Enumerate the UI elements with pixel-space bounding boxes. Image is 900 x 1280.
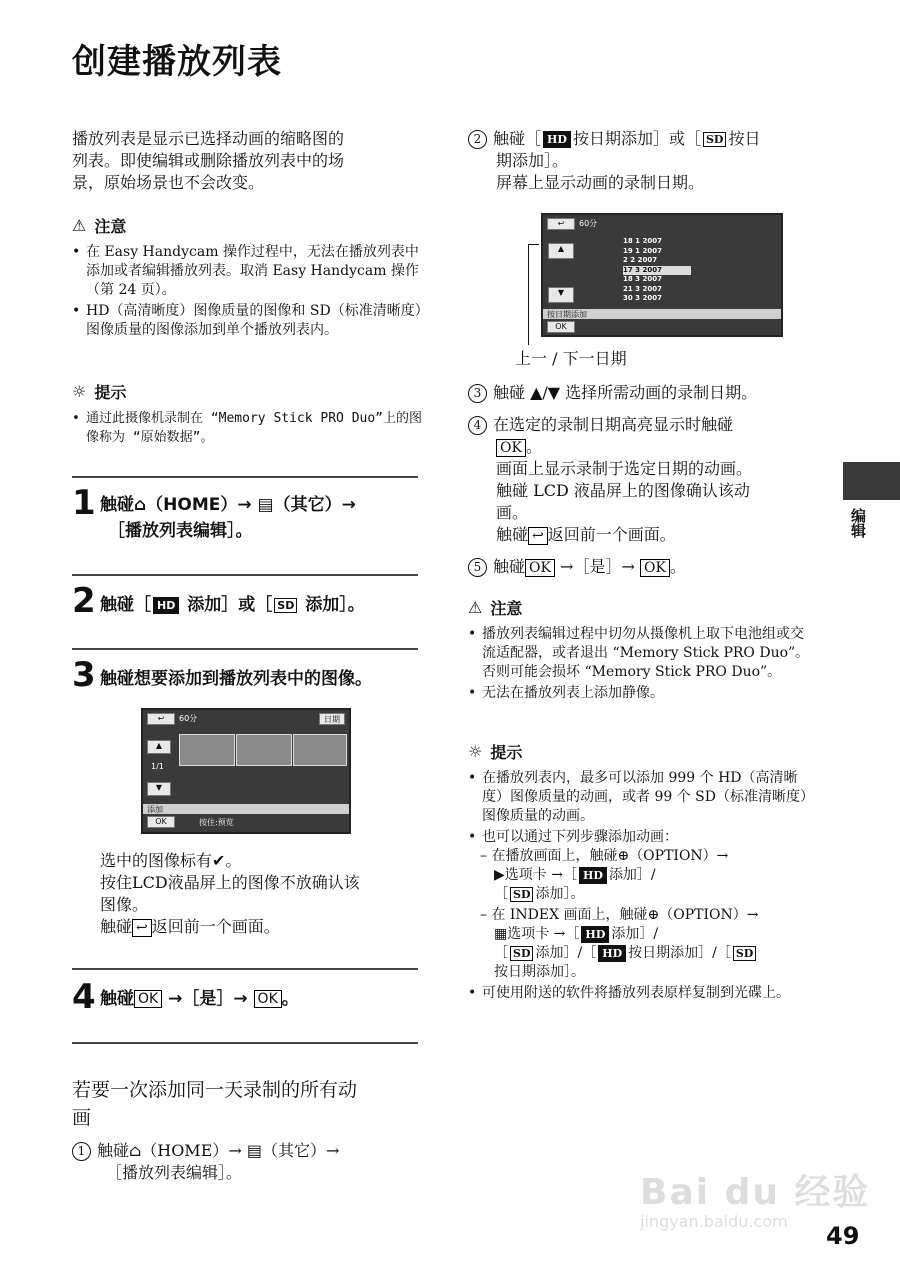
tip-text: （OPTION）→: [629, 848, 729, 864]
ok-button[interactable]: OK: [547, 321, 575, 333]
step-number: 2: [72, 581, 96, 621]
sd-icon: SD: [510, 946, 533, 961]
step-text: 触碰［: [100, 595, 151, 615]
intro-line: 景，原始场景也不会改变。: [72, 173, 265, 192]
circled-number: 2: [468, 130, 487, 149]
thumbnail[interactable]: [179, 734, 235, 766]
sd-icon: SD: [703, 132, 726, 147]
tip-text: 选项卡 →［: [507, 926, 580, 942]
step-text: 触碰 ▲/▼ 选择所需动画的录制日期。: [493, 383, 758, 402]
step-text: 触碰: [100, 495, 134, 515]
step-4-text: [100, 986, 420, 1012]
play-tab-icon: ▶: [494, 867, 505, 883]
ok-icon: OK: [640, 559, 670, 577]
ok-icon: OK: [496, 439, 526, 457]
step-text: →［是］→: [560, 557, 635, 576]
intro-paragraph: [72, 128, 422, 194]
note-section: [72, 214, 422, 340]
divider: [72, 476, 418, 478]
tip-item: • 也可以通过下列步骤添加动画：: [468, 828, 818, 847]
step-number: 4: [72, 977, 96, 1017]
step-number: 1: [72, 483, 96, 523]
sd-icon: SD: [274, 598, 297, 613]
page-title: 创建播放列表: [72, 42, 282, 82]
figure-caption: 上一 / 下一日期: [515, 349, 627, 368]
step-number: 3: [72, 655, 96, 695]
date-list: [623, 237, 691, 304]
tip-heading-label: 提示: [490, 743, 523, 762]
hint-text: 按住:预览: [199, 818, 234, 827]
caution-icon: ⚠: [72, 216, 87, 235]
tip-text: 添加］/: [608, 867, 656, 883]
next-date-button[interactable]: ▼: [548, 287, 574, 303]
tip-text: （OPTION）→: [659, 907, 759, 923]
lightbulb-icon: ☼: [72, 382, 87, 401]
note-item: • 播放列表编辑过程中切勿从摄像机上取下电池组或交流适配器，或者退出 “Memory Stick PRO Duo”。否则可能会损坏 “Memory Stick PRO Duo”。: [468, 625, 816, 682]
step-text: （其它）→: [261, 1141, 340, 1160]
home-icon: ⌂: [134, 495, 147, 515]
tip-sub-item: [468, 906, 818, 982]
intro-line: 列表。即使编辑或删除播放列表中的场: [72, 151, 345, 170]
hd-icon: HD: [598, 945, 626, 962]
step-text: →［是］→: [168, 989, 248, 1009]
step-1-text: [100, 492, 420, 544]
tip-item: • 在播放列表内，最多可以添加 999 个 HD（高清晰度）图像质量的动画，或者 99 个 SD（标准清晰度）图像质量的动画。: [468, 769, 818, 826]
step-text: 返回前一个画面。: [547, 525, 676, 544]
note-item: • 在 Easy Handycam 操作过程中，无法在播放列表中添加或者编辑播放列表。取消 Easy Handycam 操作（第 24 页）。: [72, 243, 422, 300]
tip-item: • 通过此摄像机录制在 “Memory Stick PRO Duo”上的图像称为 “原始数据”。: [72, 409, 422, 447]
step-text: 。: [281, 989, 299, 1009]
return-icon: ↩: [132, 919, 152, 937]
tip-text: ［: [494, 886, 508, 902]
ok-icon: OK: [254, 990, 282, 1008]
page-number: 49: [826, 1222, 860, 1250]
watermark-url: jingyan.baidu.com: [640, 1212, 788, 1231]
tip-text: 添加］。: [535, 886, 585, 902]
right-step-3: [468, 382, 824, 404]
callout-line: [528, 244, 539, 345]
lightbulb-icon: ☼: [468, 742, 483, 761]
tip-text: 按日期添加］。: [494, 964, 585, 980]
note-line: 选中的图像标有: [100, 851, 213, 870]
note-heading-label: 注意: [94, 217, 127, 236]
note-line: 图像。: [100, 895, 149, 914]
step-text: 。: [669, 557, 686, 576]
step-text: 画面上显示录制于选定日期的动画。: [496, 459, 753, 478]
scroll-down-button[interactable]: ▼: [147, 782, 171, 796]
note-line: 按住LCD液晶屏上的图像不放确认该: [100, 873, 360, 892]
substep-1: [72, 1140, 422, 1184]
caution-icon: ⚠: [468, 598, 483, 617]
prev-date-button[interactable]: ▲: [548, 243, 574, 259]
tip-item: • 可使用附送的软件将播放列表原样复制到光碟上。: [468, 984, 818, 1003]
ok-icon: OK: [134, 990, 162, 1008]
page-indicator: 1/1: [151, 762, 164, 771]
step-text: （HOME）→: [146, 495, 252, 515]
status-bar: [143, 804, 349, 814]
step-text: 画。: [496, 503, 529, 522]
note-heading-label: 注意: [490, 599, 523, 618]
step-3-text: 触碰想要添加到播放列表中的图像。: [100, 669, 372, 689]
tip-text: ［: [494, 945, 508, 961]
step-text: 添加］或［: [187, 595, 273, 615]
date-item[interactable]: 18 1 2007: [623, 237, 662, 245]
lcd-screen-dates: [541, 213, 783, 337]
tip-text: 按日期添加］/［: [628, 945, 731, 961]
home-icon: ⌂: [129, 1141, 142, 1160]
circled-number: 1: [72, 1142, 91, 1161]
date-item-selected[interactable]: 17 3 2007: [623, 266, 691, 276]
step-text: ［播放列表编辑］。: [106, 1163, 243, 1182]
tip-text: 添加］/［: [535, 945, 597, 961]
step-text: 触碰: [496, 525, 529, 544]
return-button[interactable]: ↩: [547, 218, 575, 230]
step-text: 触碰: [493, 557, 526, 576]
return-icon: ↩: [528, 527, 548, 545]
date-item[interactable]: 18 3 2007: [623, 275, 662, 283]
tip-text: 添加］/: [611, 926, 659, 942]
step-text: 期添加］。: [496, 151, 569, 170]
battery-indicator: 60分: [179, 714, 198, 723]
return-button[interactable]: ↩: [147, 713, 175, 725]
watermark-logo: Bai du 经验: [640, 1172, 871, 1213]
divider: [72, 648, 418, 650]
date-button[interactable]: 日期: [319, 713, 345, 725]
divider: [72, 574, 418, 576]
tip-heading-label: 提示: [94, 383, 127, 402]
step-text: 屏幕上显示动画的录制日期。: [496, 173, 705, 192]
option-icon: ⊕: [617, 848, 630, 864]
ok-button[interactable]: OK: [147, 816, 175, 828]
hd-icon: HD: [153, 597, 179, 614]
status-bar: [543, 309, 781, 319]
add-label: 添加: [147, 805, 163, 814]
lcd-screen: [141, 708, 351, 834]
right-step-4: [468, 414, 824, 546]
intro-line: 播放列表是显示已选择动画的缩略图的: [72, 129, 345, 148]
step-text: 在选定的录制日期高亮显示时触碰: [493, 415, 734, 434]
thumbnail[interactable]: [236, 734, 292, 766]
date-item[interactable]: 2 2 2007: [623, 256, 658, 264]
note-item: • 无法在播放列表上添加静像。: [468, 684, 816, 703]
step-text: 添加］。: [305, 595, 365, 615]
right-step-5: [468, 556, 824, 578]
note-line: 返回前一个画面。: [151, 917, 280, 936]
index-tab-icon: ▦: [494, 926, 508, 942]
section-label: 编辑: [849, 508, 867, 538]
step-text: 按日期添加］或［: [572, 129, 701, 148]
step-3-notes: [100, 850, 420, 938]
right-step-2: [468, 128, 824, 194]
tip-heading: [72, 380, 422, 403]
menu-icon: ▤: [251, 495, 274, 515]
hd-icon: HD: [581, 926, 609, 943]
thumbnail[interactable]: [293, 734, 347, 766]
status-label: 按日期添加: [547, 310, 587, 319]
step-text: （HOME）→: [141, 1141, 242, 1160]
date-item[interactable]: 21 3 2007: [623, 284, 662, 293]
sd-icon: SD: [510, 887, 533, 902]
circled-number: 5: [468, 558, 487, 577]
ok-icon: OK: [525, 559, 555, 577]
step-text: 触碰: [97, 1141, 130, 1160]
tip-text: – 在播放画面上，触碰: [480, 848, 618, 864]
subheading: [72, 1076, 422, 1132]
tip-sub-item: [468, 847, 818, 904]
scroll-up-button[interactable]: ▲: [147, 740, 171, 754]
divider: [72, 968, 418, 970]
check-icon: ✔: [212, 851, 226, 870]
tip-text: 选项卡 →［: [504, 867, 577, 883]
note-heading: [468, 596, 816, 619]
date-item[interactable]: 30 3 2007: [623, 294, 662, 302]
step-text: 触碰 LCD 液晶屏上的图像确认该动: [496, 481, 750, 500]
note-line: 。: [225, 851, 242, 870]
battery-indicator: 60分: [579, 219, 598, 228]
option-icon: ⊕: [647, 907, 660, 923]
step-2-text: [100, 592, 420, 618]
step-text: 触碰: [100, 989, 134, 1009]
step-text: 按日: [728, 129, 761, 148]
circled-number: 3: [468, 384, 487, 403]
tip-section: [72, 380, 422, 447]
step-text: ［播放列表编辑］。: [108, 521, 253, 541]
note-heading: [72, 214, 422, 237]
hd-icon: HD: [579, 867, 607, 884]
section-tab: [843, 462, 900, 500]
tip-text: – 在 INDEX 画面上，触碰: [480, 907, 648, 923]
hd-icon: HD: [543, 131, 571, 148]
tip-section: [468, 740, 818, 1003]
note-line: 触碰: [100, 917, 133, 936]
divider: [72, 1042, 418, 1044]
menu-icon: ▤: [241, 1141, 262, 1160]
subheading-line: 若要一次添加同一天录制的所有动: [72, 1079, 358, 1101]
sd-icon: SD: [733, 946, 756, 961]
note-section: [468, 596, 816, 703]
step-text: （其它）→: [273, 495, 356, 515]
date-item[interactable]: 19 1 2007: [623, 246, 662, 255]
note-item: • HD（高清晰度）图像质量的图像和 SD（标准清晰度）图像质量的图像添加到单个播放列表内。: [72, 302, 422, 340]
circled-number: 4: [468, 416, 487, 435]
tip-heading: [468, 740, 818, 763]
subheading-line: 画: [72, 1107, 92, 1129]
step-text: 触碰［: [493, 129, 542, 148]
step-text: 。: [525, 437, 542, 456]
